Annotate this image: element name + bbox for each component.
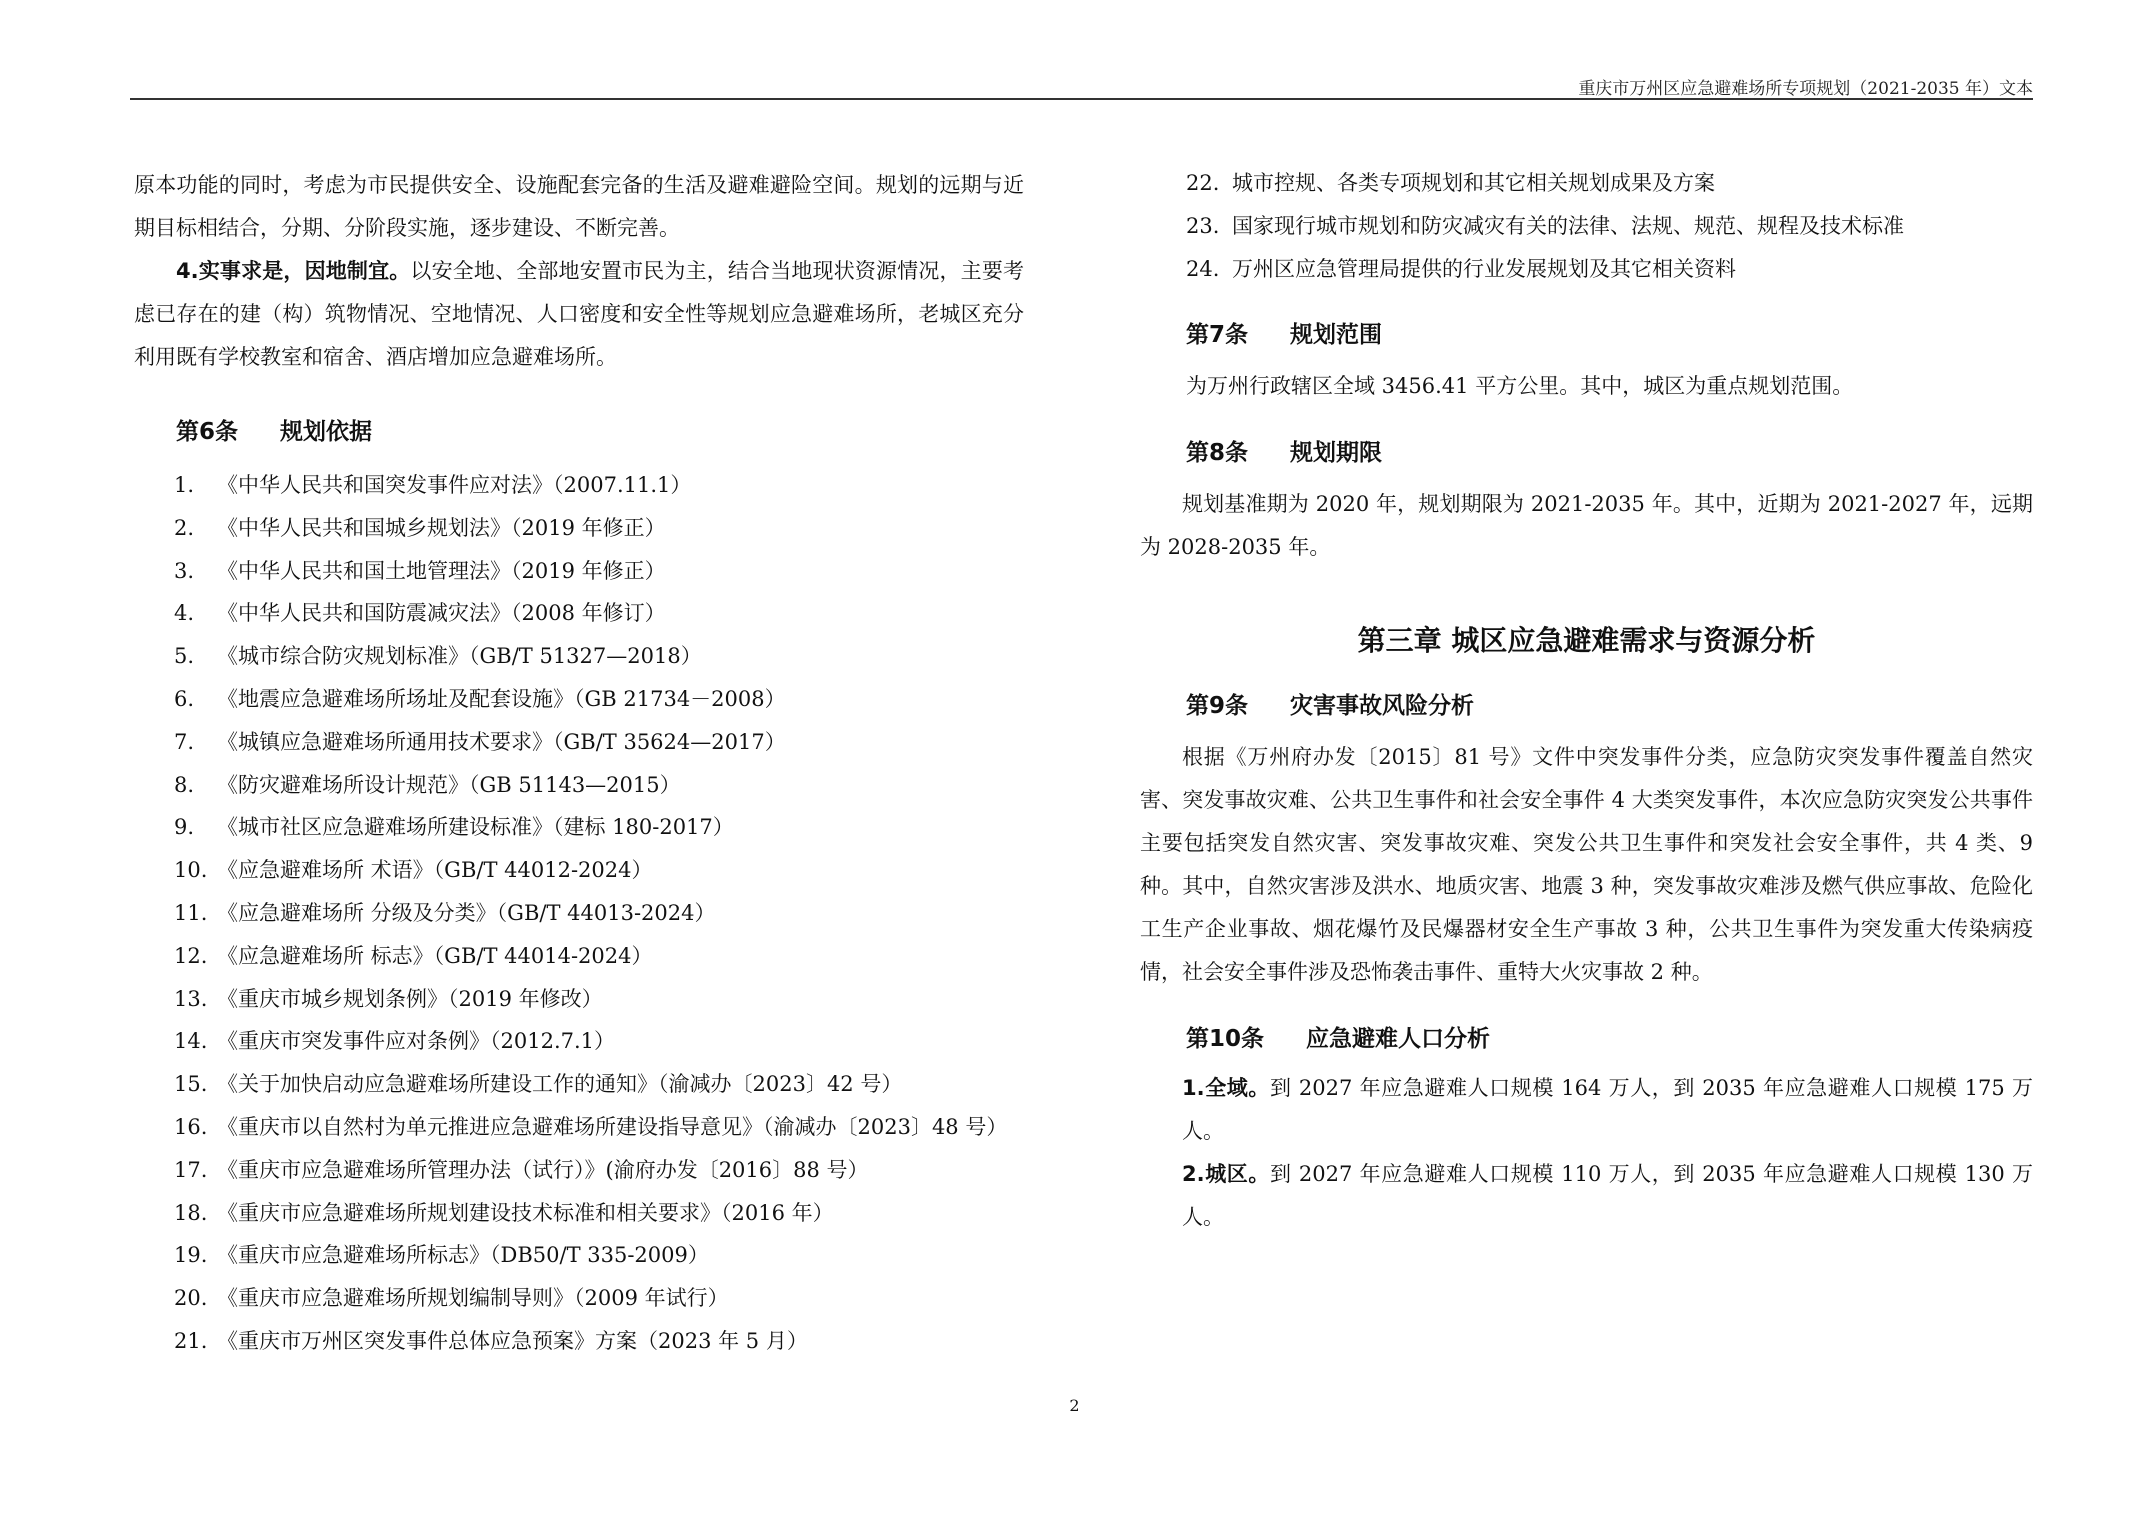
list-item-number: 18. [174,1200,208,1225]
article-10-title: 应急避难人口分析 [1306,1026,1491,1053]
article-7-title: 规划范围 [1290,322,1383,349]
list-item-number: 23. [1186,213,1220,238]
list-item-number: 2. [174,515,195,540]
list-item-text: 《城镇应急避难场所通用技术要求》（GB/T 35624—2017） [217,729,786,754]
article-9-text: 根据《万州府办发〔2015〕81 号》文件中突发事件分类，应急防灾突发事件覆盖自然灾害、突发事故灾难、公共卫生事件和社会安全事件 4 大类突发事件，本次应急防灾突发公共事件主要包括突发自然灾害、突发事故灾难、突发公共卫生事件和突发社会安全事件，共 4 类、9 种。其中，自然灾害涉及洪水、地质灾害、地震 3 种，突发事故灾难涉及燃气供应事故、危险化工生产企业事故、烟花爆竹及民爆器材安全生产事故 3 种，公共卫生事件为突发重大传染病疫情，社会安全事件涉及恐怖袭击事件、重特大火灾事故 2 种。 [1140,745,2033,985]
list-item-text: 城市控规、各类专项规划和其它相关规划成果及方案 [1232,171,1715,195]
list-item [174,1063,1024,1106]
article-8-heading [1186,434,2033,467]
whole-area-lead: 1.全域。 [1182,1076,1270,1101]
list-item-number: 1. [174,473,195,497]
chapter-3-title: 第三章 城区应急避难需求与资源分析 [1357,624,1816,658]
list-item-text: 国家现行城市规划和防灾减灾有关的法律、法规、规范、规程及技术标准 [1232,213,1904,238]
list-item-number: 7. [174,729,195,754]
urban-area-text: 到 2027 年应急避难人口规模 110 万人，到 2035 年应急避难人口规模 130 万人。 [1182,1162,2033,1230]
article-9-number: 第9条 [1186,693,1249,720]
list-item-number: 21. [174,1328,208,1353]
principle-4-text: 以安全地、全部地安置市民为主，结合当地现状资源情况，主要考虑已存在的建（构）筑物情况、空地情况、人口密度和安全性等规划应急避难场所，老城区充分利用既有学校教室和宿舍、酒店增加应急避难场所。 [134,259,1025,369]
left-column [134,164,1024,1363]
list-item-text: 《重庆市应急避难场所管理办法（试行）》(渝府办发〔2016〕88 号） [217,1157,869,1182]
list-item-number: 20. [174,1286,208,1311]
list-item [174,1149,1024,1192]
list-item-number: 3. [174,558,195,583]
urban-area-lead: 2.城区。 [1182,1162,1270,1187]
page-number: 2 [1069,1396,1080,1415]
list-item [174,1234,1024,1277]
article-7-heading [1186,316,2033,349]
list-item-text: 《重庆市万州区突发事件总体应急预案》方案（2023 年 5 月） [217,1328,808,1353]
list-item-number: 24. [1186,256,1220,281]
list-item-number: 6. [174,686,195,711]
list-item-text: 《重庆市以自然村为单元推进应急避难场所建设指导意见》（渝减办〔2023〕48 号） [217,1114,1008,1139]
article-10-number: 第10条 [1186,1026,1265,1053]
list-item-number: 14. [174,1029,208,1054]
list-item [174,507,1024,550]
right-column [1140,164,2033,1239]
article-9-title: 灾害事故风险分析 [1290,693,1475,720]
article-10-heading [1186,1020,2033,1053]
list-item-text: 《重庆市应急避难场所规划编制导则》（2009 年试行） [217,1286,729,1311]
list-item-text: 《城市综合防灾规划标准》（GB/T 51327—2018） [217,644,702,669]
list-item-text: 《重庆市应急避难场所标志》（DB50/T 335-2009） [217,1243,709,1268]
article-8-text: 规划基准期为 2020 年，规划期限为 2021-2035 年。其中，近期为 2021-2027 年，远期为 2028-2035 年。 [1140,492,2033,560]
list-item [174,721,1024,764]
list-item [174,1106,1024,1149]
list-item [174,550,1024,593]
list-item [174,764,1024,807]
list-item-number: 9. [174,815,195,840]
list-item-number: 15. [174,1072,208,1097]
principle-4-lead: 4.实事求是，因地制宜。 [176,259,411,283]
list-item-number: 22. [1186,171,1220,195]
list-item [174,806,1024,849]
basis-list [174,464,1024,1363]
article-7-number: 第7条 [1186,322,1249,349]
list-item [174,1192,1024,1235]
list-item [174,849,1024,892]
list-item-text: 《地震应急避难场所场址及配套设施》（GB 21734－2008） [217,686,786,711]
header-rule [130,98,2033,100]
article-8-number: 第8条 [1186,440,1249,467]
basis-list-continued [1186,162,2033,290]
article-10-lines [1140,1067,2033,1239]
article-9-heading [1186,687,2033,720]
intro-paragraph: 原本功能的同时，考虑为市民提供安全、设施配套完备的生活及避难避险空间。规划的远期与近期目标相结合，分期、分阶段实施，逐步建设、不断完善。 [134,173,1024,240]
list-item-text: 《城市社区应急避难场所建设标准》（建标 180-2017） [217,815,734,840]
article-8-title: 规划期限 [1290,440,1383,467]
list-item [174,635,1024,678]
list-item-number: 19. [174,1243,208,1268]
list-item [1186,205,2033,248]
list-item-text: 万州区应急管理局提供的行业发展规划及其它相关资料 [1232,256,1736,281]
list-item [174,678,1024,721]
list-item-number: 8. [174,772,195,797]
list-item-text: 《重庆市突发事件应对条例》（2012.7.1） [217,1029,616,1054]
list-item [174,1277,1024,1320]
list-item-text: 《关于加快启动应急避难场所建设工作的通知》（渝减办〔2023〕42 号） [217,1072,903,1097]
population-line-whole-area [1182,1067,2033,1153]
list-item-number: 11. [174,900,208,925]
list-item [174,464,1024,507]
list-item [174,1020,1024,1063]
list-item-number: 16. [174,1114,208,1139]
list-item-text: 《中华人民共和国土地管理法》（2019 年修正） [217,558,666,583]
population-line-urban-area [1182,1153,2033,1239]
list-item-text: 《中华人民共和国突发事件应对法》（2007.11.1） [217,473,692,497]
list-item [1186,162,2033,205]
list-item-number: 12. [174,943,208,968]
list-item-text: 《防灾避难场所设计规范》（GB 51143—2015） [217,772,681,797]
list-item [174,935,1024,978]
list-item [174,978,1024,1021]
list-item-text: 《应急避难场所 术语》（GB/T 44012-2024） [217,858,653,883]
list-item-text: 《重庆市城乡规划条例》（2019 年修改） [217,986,603,1011]
article-6-number: 第6条 [176,419,239,445]
article-6-heading [176,413,1024,446]
list-item-text: 《应急避难场所 分级及分类》（GB/T 44013-2024） [217,900,716,925]
article-7-text: 为万州行政辖区全域 3456.41 平方公里。其中，城区为重点规划范围。 [1186,374,1854,399]
list-item-number: 4. [174,601,195,626]
list-item [174,892,1024,935]
list-item [174,592,1024,635]
list-item-number: 10. [174,858,208,883]
list-item-text: 《应急避难场所 标志》（GB/T 44014-2024） [217,943,653,968]
whole-area-text: 到 2027 年应急避难人口规模 164 万人，到 2035 年应急避难人口规模 175 万人。 [1182,1076,2033,1144]
list-item-number: 5. [174,644,195,669]
principle-4-paragraph [134,250,1024,379]
article-6-title: 规划依据 [280,419,373,445]
list-item-text: 《重庆市应急避难场所规划建设技术标准和相关要求》（2016 年） [217,1200,834,1225]
list-item-number: 13. [174,986,208,1011]
list-item [174,1320,1024,1363]
list-item-number: 17. [174,1157,208,1182]
running-header: 重庆市万州区应急避难场所专项规划（2021-2035 年）文本 [1578,79,2033,99]
list-item-text: 《中华人民共和国城乡规划法》（2019 年修正） [217,515,666,540]
list-item-text: 《中华人民共和国防震减灾法》（2008 年修订） [217,601,666,626]
list-item [1186,248,2033,291]
